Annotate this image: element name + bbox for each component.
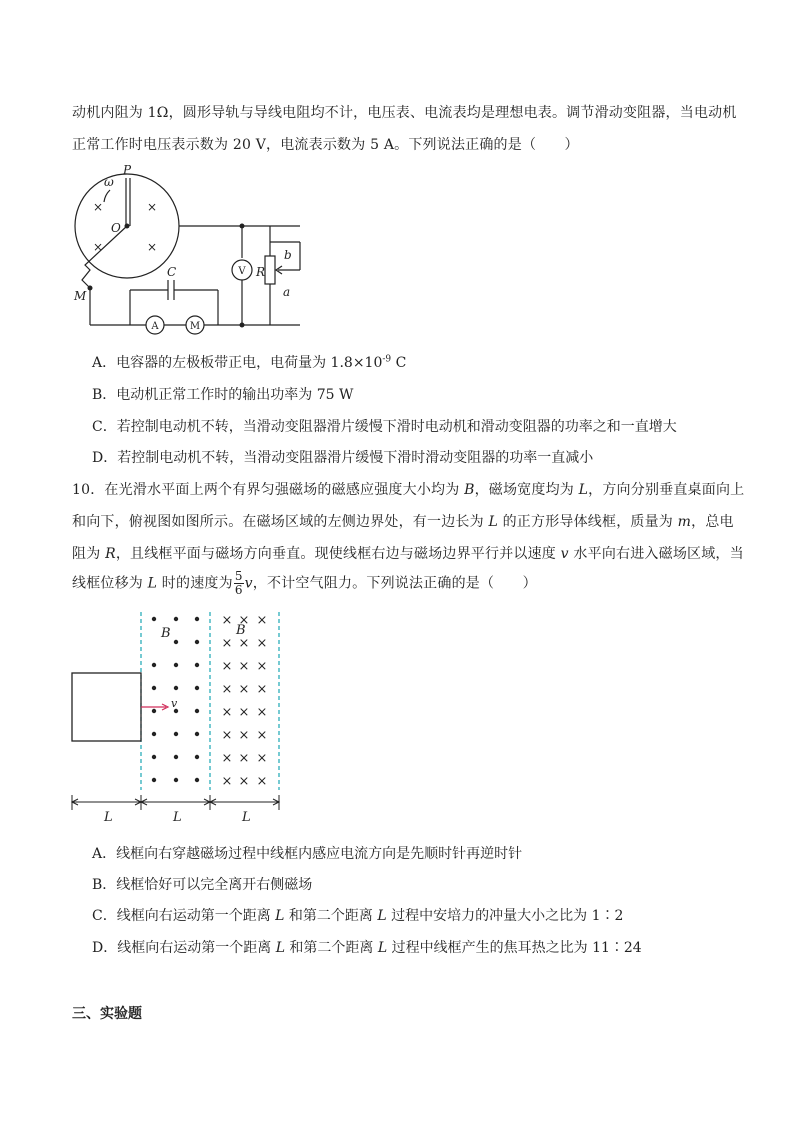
field-dot [152, 709, 156, 713]
field-cross: × [238, 705, 250, 720]
field-cross: × [221, 728, 233, 743]
field-dot [174, 686, 178, 690]
field-dot [195, 755, 199, 759]
field-cross: × [238, 728, 250, 743]
field-dot [152, 732, 156, 736]
field-cross: × [256, 659, 268, 674]
label-M: M [74, 289, 87, 303]
field-cross: × [92, 240, 104, 254]
q9-option-d: D．若控制电动机不转，当滑动变阻器滑片缓慢下滑时滑动变阻器的功率一直减小 [92, 450, 594, 466]
field-cross: × [146, 240, 158, 254]
field-cross: × [92, 200, 104, 214]
field-dot [152, 686, 156, 690]
square-loop [72, 673, 141, 741]
field-dot [174, 617, 178, 621]
field-dot [152, 663, 156, 667]
field-cross: × [256, 728, 268, 743]
field-cross: × [256, 636, 268, 651]
label-B-right: B [236, 623, 246, 638]
q10-stem-line1: 10．在光滑水平面上两个有界匀强磁场的磁感应强度大小均为 B，磁场宽度均为 L，方向分别垂直桌面向上 [72, 482, 745, 498]
label-v: v [171, 697, 178, 710]
field-dot [195, 709, 199, 713]
field-cross: × [256, 705, 268, 720]
field-dot [174, 755, 178, 759]
label-C: C [167, 265, 177, 279]
q9-stem-line1: 动机内阻为 1Ω，圆形导轨与导线电阻均不计，电压表、电流表均是理想电表。调节滑动变阻器，当电动机 [72, 105, 737, 121]
field-cross: × [238, 774, 250, 789]
q9-stem-line2: 正常工作时电压表示数为 20 V，电流表示数为 5 A。下列说法正确的是（ ） [72, 137, 579, 153]
label-a: a [283, 285, 291, 299]
field-cross: × [256, 613, 268, 628]
label-B-left: B [161, 626, 171, 641]
field-cross: × [238, 682, 250, 697]
label-P: P [123, 163, 132, 177]
field-dot [152, 755, 156, 759]
label-L1: L [104, 810, 113, 825]
label-R: R [256, 265, 266, 279]
field-dot [174, 640, 178, 644]
q10-stem-line2: 和向下，俯视图如图所示。在磁场区域的左侧边界处，有一边长为 L 的正方形导体线框，质量为 m，总电 [72, 514, 734, 530]
q10-option-b: B．线框恰好可以完全离开右侧磁场 [92, 877, 313, 893]
q9-option-c: C．若控制电动机不转，当滑动变阻器滑片缓慢下滑时电动机和滑动变阻器的功率之和一直增大 [92, 419, 677, 435]
label-ammeter: A [151, 321, 159, 332]
label-L2: L [173, 810, 182, 825]
field-cross: × [238, 636, 250, 651]
field-cross: × [221, 659, 233, 674]
field-dot [152, 778, 156, 782]
field-cross: × [256, 682, 268, 697]
field-cross: × [238, 659, 250, 674]
field-dot [195, 778, 199, 782]
field-cross: × [221, 613, 233, 628]
field-cross: × [256, 774, 268, 789]
q10-option-a: A．线框向右穿越磁场过程中线框内感应电流方向是先顺时针再逆时针 [92, 846, 523, 862]
field-dot [195, 617, 199, 621]
q10-stem-line3: 阻为 R，且线框平面与磁场方向垂直。现使线框右边与磁场边界平行并以速度 v 水平向右进入磁场区域，当 [72, 546, 744, 562]
q10-option-d: D．线框向右运动第一个距离 L 和第二个距离 L 过程中线框产生的焦耳热之比为 11∶24 [92, 940, 642, 956]
q10-stem-line4: 线框位移为 L 时的速度为 $\frac{5}{6}$ v，不计空气阻力。下列说法正确的是（ ） [72, 569, 537, 597]
field-dot [195, 686, 199, 690]
field-cross: × [238, 613, 250, 628]
field-cross: × [146, 200, 158, 214]
label-omega: ω [104, 175, 114, 189]
q10-field-diagram [66, 607, 291, 832]
field-dot [174, 732, 178, 736]
field-cross: × [221, 774, 233, 789]
field-dot [174, 778, 178, 782]
field-cross: × [221, 705, 233, 720]
label-motor: M [189, 321, 201, 332]
label-L3: L [242, 810, 251, 825]
q9-option-a: A．电容器的左极板带正电，电荷量为 $1.8\times 10^{-9}$ C [92, 354, 407, 371]
field-cross: × [221, 682, 233, 697]
field-cross: × [221, 636, 233, 651]
label-O: O [111, 221, 121, 235]
fraction-five-sixths: $\frac{5}{6}$ [234, 569, 243, 597]
field-dot [195, 663, 199, 667]
rheostat-symbol [265, 256, 275, 284]
field-dot [195, 732, 199, 736]
label-b: b [284, 248, 292, 262]
q10-option-c: C．线框向右运动第一个距离 L 和第二个距离 L 过程中安培力的冲量大小之比为 1∶2 [92, 908, 624, 924]
field-cross: × [256, 751, 268, 766]
field-dot [174, 663, 178, 667]
label-voltmeter: V [238, 266, 246, 277]
section-heading: 三、实验题 [72, 1006, 142, 1022]
field-cross: × [238, 751, 250, 766]
field-dot [195, 640, 199, 644]
q9-circuit-diagram [60, 160, 320, 335]
field-cross: × [221, 751, 233, 766]
q9-option-b: B．电动机正常工作时的输出功率为 75 W [92, 387, 354, 403]
field-dot [152, 617, 156, 621]
